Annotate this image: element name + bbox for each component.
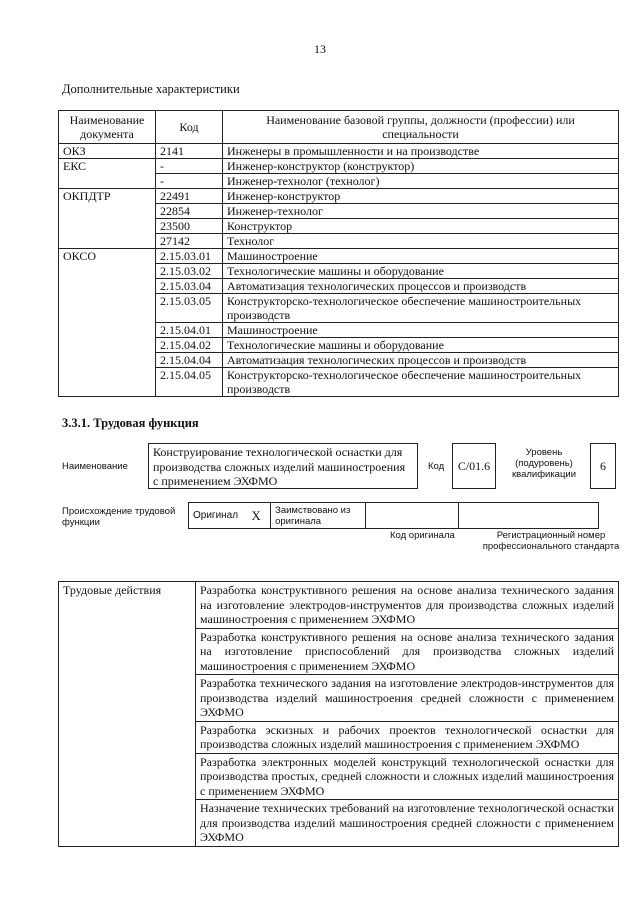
code-cell: - [156, 174, 223, 189]
work-action-item: Разработка конструктивного решения на основе анализа технического задания на изготовление электродов-инструментов для производства сложных изделий машиностроения с применением ЭХФМО [196, 582, 619, 629]
work-actions-label: Трудовые действия [59, 582, 196, 847]
table-row [59, 582, 619, 629]
code-cell: 27142 [156, 234, 223, 249]
code-cell: - [156, 159, 223, 174]
work-action-item: Разработка конструктивного решения на основе анализа технического задания на изготовление приспособлений для производства сложных изделий машиностроения с применением ЭХФМО [196, 628, 619, 675]
origin-code-cell [366, 503, 459, 529]
qualification-level-label: Уровень (подуровень) квалификации [511, 447, 577, 480]
work-action-item: Разработка электронных моделей конструкций технологической оснастки для производства простых, средней сложности и сложных изделий машиностроения с применением ЭХФМО [196, 753, 619, 800]
name-cell: Автоматизация технологических процессов и производств [223, 353, 619, 368]
table-row [59, 249, 619, 264]
origin-code-label: Код оригинала [390, 530, 455, 541]
page-number: 13 [314, 42, 326, 56]
name-cell: Машиностроение [223, 323, 619, 338]
code-cell: 2.15.03.02 [156, 264, 223, 279]
header-name: Наименование базовой группы, должности (профессии) или специальности [223, 111, 619, 144]
code-cell: 2.15.04.02 [156, 338, 223, 353]
function-name-label: Наименование [62, 461, 128, 472]
name-cell: Конструктор [223, 219, 619, 234]
origin-label: Происхождение трудовой функции [62, 506, 176, 528]
qualification-level-box [590, 443, 616, 489]
origin-table [188, 502, 599, 529]
name-cell: Автоматизация технологических процессов и производств [223, 279, 619, 294]
code-cell: 22854 [156, 204, 223, 219]
original-mark: X [242, 503, 271, 529]
table-row [59, 189, 619, 204]
header-code: Код [156, 111, 223, 144]
borrowed-label: Заимствовано из оригинала [271, 503, 366, 529]
code-cell: 2.15.03.04 [156, 279, 223, 294]
function-code-box [452, 443, 496, 489]
name-cell: Конструкторско-технологическое обеспечение машиностроительных производств [223, 368, 619, 397]
header-document: Наименование документа [59, 111, 156, 144]
reg-number-label: Регистрационный номер профессионального стандарта [482, 530, 620, 552]
code-cell: 2.15.03.05 [156, 294, 223, 323]
reg-number-cell [459, 503, 599, 529]
name-cell: Технологические машины и оборудование [223, 264, 619, 279]
table-row [59, 159, 619, 174]
characteristics-table [58, 110, 619, 397]
work-actions-table [58, 581, 619, 847]
code-cell: 2.15.03.01 [156, 249, 223, 264]
code-cell: 2.15.04.01 [156, 323, 223, 338]
name-cell: Инженер-конструктор [223, 189, 619, 204]
name-cell: Инженеры в промышленности и на производстве [223, 144, 619, 159]
name-cell: Технолог [223, 234, 619, 249]
name-cell: Конструкторско-технологическое обеспечение машиностроительных производств [223, 294, 619, 323]
function-name-box [148, 443, 418, 489]
name-cell: Инженер-технолог (технолог) [223, 174, 619, 189]
name-cell: Инженер-технолог [223, 204, 619, 219]
doc-cell: ОКЗ [59, 144, 156, 159]
doc-cell: ОКСО [59, 249, 156, 397]
code-cell: 22491 [156, 189, 223, 204]
origin-row [189, 503, 599, 529]
table-header-row [59, 111, 619, 144]
work-action-item: Разработка технического задания на изготовление электродов-инструментов для производства изделий машиностроения средней сложности с применением ЭХФМО [196, 675, 619, 722]
section-title: Дополнительные характеристики [62, 82, 240, 96]
work-action-item: Разработка эскизных и рабочих проектов технологической оснастки для производства сложных изделий машиностроения с применением ЭХФМО [196, 721, 619, 753]
code-cell: 23500 [156, 219, 223, 234]
code-cell: 2.15.04.04 [156, 353, 223, 368]
code-cell: 2.15.04.05 [156, 368, 223, 397]
qualification-level: 6 [600, 458, 606, 473]
name-cell: Машиностроение [223, 249, 619, 264]
function-code: C/01.6 [457, 458, 491, 473]
function-code-label: Код [428, 461, 445, 472]
code-cell: 2141 [156, 144, 223, 159]
table-row [59, 144, 619, 159]
name-cell: Инженер-конструктор (конструктор) [223, 159, 619, 174]
doc-cell: ЕКС [59, 159, 156, 189]
name-cell: Технологические машины и оборудование [223, 338, 619, 353]
function-name: Конструирование технологической оснастки для производства сложных изделий машиностроения с применением ЭХФМО [153, 445, 406, 488]
doc-cell: ОКПДТР [59, 189, 156, 249]
work-action-item: Назначение технических требований на изготовление технологической оснастки для производства изделий машиностроения средней сложности с применением ЭХФМО [196, 800, 619, 847]
function-heading: 3.3.1. Трудовая функция [62, 416, 199, 430]
original-label: Оригинал [189, 503, 243, 529]
